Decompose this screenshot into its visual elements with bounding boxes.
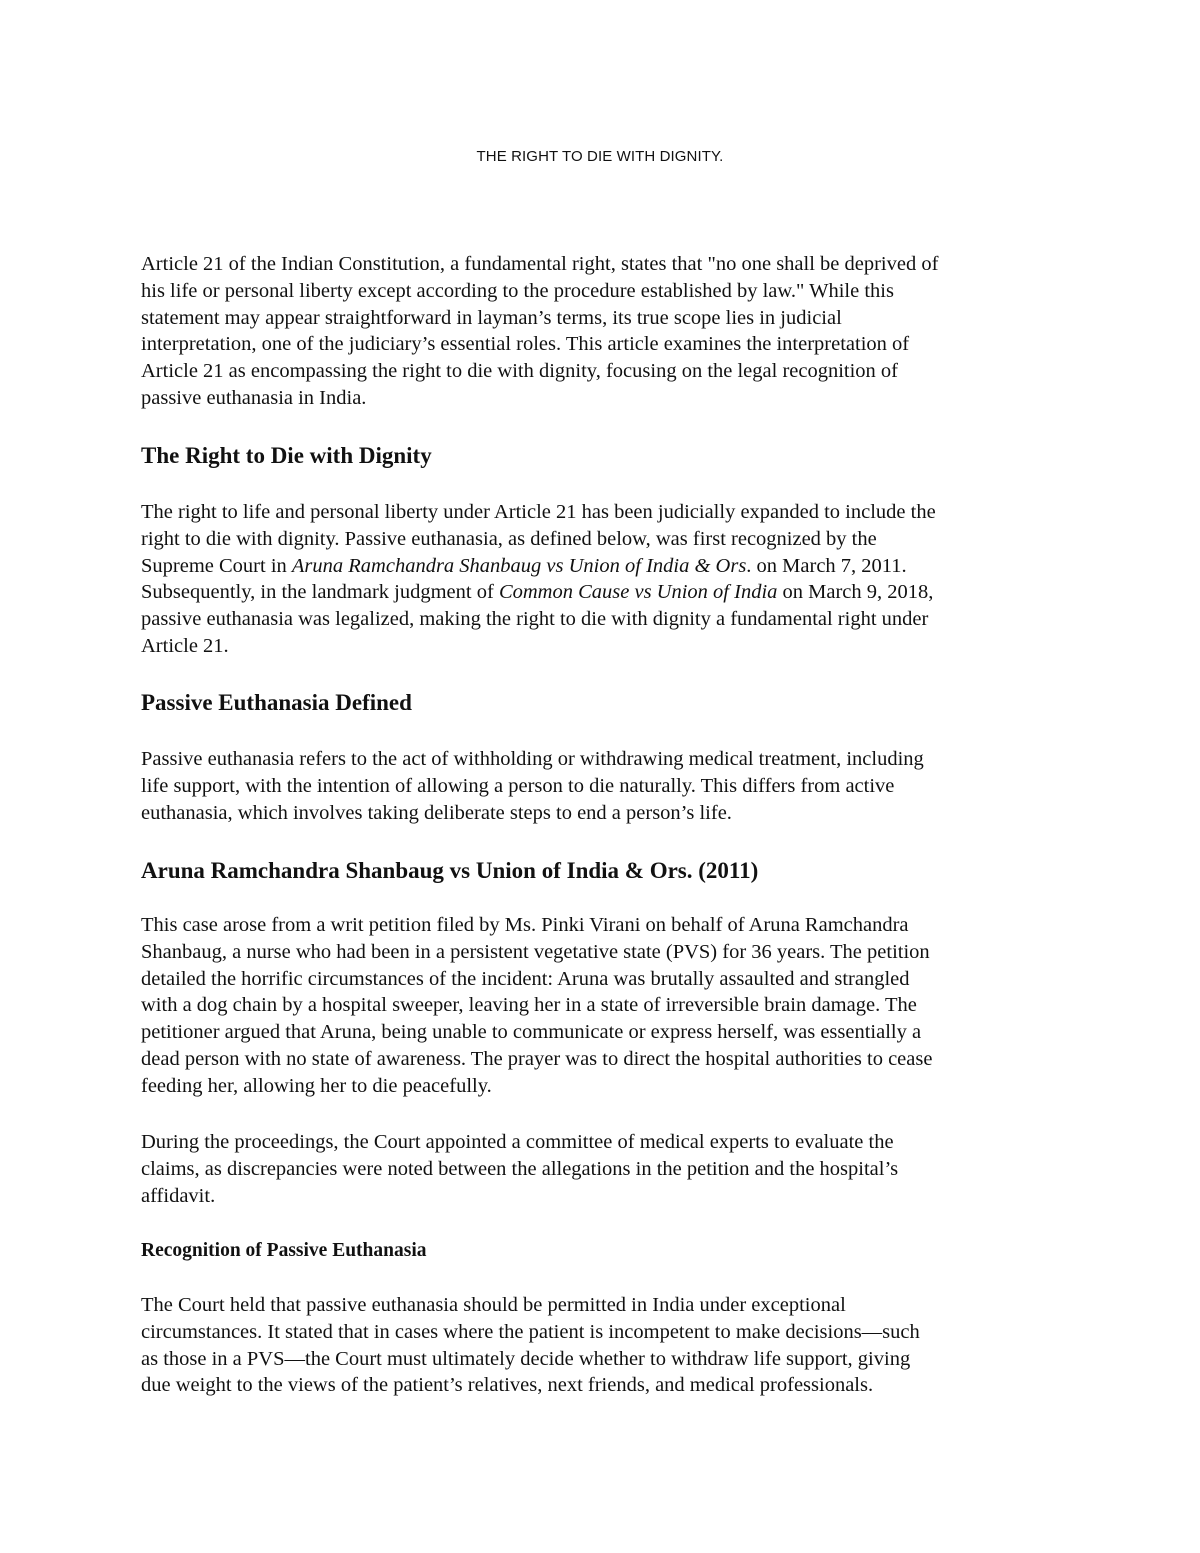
section-shanbaug-paragraph-2	[141, 1129, 1066, 1209]
text-run: . on March 7, 2011.	[746, 554, 907, 577]
text-run: Supreme Court in	[141, 554, 292, 577]
text-line: Article 21.	[141, 634, 229, 657]
text-line	[141, 579, 1066, 606]
subsection-heading-recognition: Recognition of Passive Euthanasia	[141, 1240, 427, 1261]
text-line: as those in a PVS—the Court must ultimately decide whether to withdraw life support, giving	[141, 1347, 911, 1370]
text-line: During the proceedings, the Court appointed a committee of medical experts to evaluate the	[141, 1131, 894, 1153]
case-name-italic: Common Cause vs Union of India	[498, 581, 778, 604]
section-passive-defined-paragraph	[141, 746, 1066, 826]
text-line: Article 21 of the Indian Constitution, a fundamental right, states that "no one shall be deprived of	[141, 253, 939, 275]
document-title: THE RIGHT TO DIE WITH DIGNITY.	[476, 148, 724, 165]
text-line: feeding her, allowing her to die peacefully.	[141, 1074, 492, 1097]
text-line: dead person with no state of awareness. The prayer was to direct the hospital authorities to cease	[141, 1047, 933, 1070]
intro-paragraph	[141, 251, 1066, 412]
text-line: passive euthanasia in India.	[141, 386, 367, 409]
section-heading-right-to-die: The Right to Die with Dignity	[141, 443, 432, 468]
text-line: passive euthanasia was legalized, making the right to die with dignity a fundamental right under	[141, 608, 929, 631]
text-line	[141, 553, 1066, 580]
case-name-italic: Aruna Ramchandra Shanbaug vs Union of India & Ors	[291, 554, 747, 577]
section-heading-shanbaug-case: Aruna Ramchandra Shanbaug vs Union of India & Ors. (2011)	[141, 858, 759, 883]
text-line: affidavit.	[141, 1184, 216, 1207]
text-line: This case arose from a writ petition filed by Ms. Pinki Virani on behalf of Aruna Ramchandra	[141, 914, 909, 936]
text-run: on March 9, 2018,	[777, 581, 934, 604]
section-right-to-die-paragraph	[141, 499, 1066, 660]
text-line: right to die with dignity. Passive euthanasia, as defined below, was first recognized by the	[141, 527, 877, 550]
text-line: Article 21 as encompassing the right to die with dignity, focusing on the legal recognition of	[141, 360, 899, 383]
text-line: The right to life and personal liberty under Article 21 has been judicially expanded to include the	[141, 501, 936, 523]
text-line: petitioner argued that Aruna, being unable to communicate or express herself, was essentially a	[141, 1021, 922, 1044]
text-line: claims, as discrepancies were noted between the allegations in the petition and the hospital’s	[141, 1157, 899, 1180]
text-line: Passive euthanasia refers to the act of withholding or withdrawing medical treatment, including	[141, 748, 924, 770]
text-line: euthanasia, which involves taking deliberate steps to end a person’s life.	[141, 801, 732, 824]
text-line: life support, with the intention of allowing a person to die naturally. This differs from active	[141, 774, 895, 797]
text-line: Shanbaug, a nurse who had been in a persistent vegetative state (PVS) for 36 years. The petition	[141, 940, 930, 963]
text-line: with a dog chain by a hospital sweeper, leaving her in a state of irreversible brain damage. The	[141, 994, 917, 1017]
text-line: his life or personal liberty except according to the procedure established by law." While this	[141, 279, 894, 302]
text-line: due weight to the views of the patient’s relatives, next friends, and medical professionals.	[141, 1374, 874, 1397]
text-line: statement may appear straightforward in layman’s terms, its true scope lies in judicial	[141, 306, 842, 329]
text-line: The Court held that passive euthanasia should be permitted in India under exceptional	[141, 1294, 846, 1316]
text-run: Subsequently, in the landmark judgment of	[141, 581, 499, 604]
section-heading-passive-defined: Passive Euthanasia Defined	[141, 690, 412, 715]
text-line: detailed the horrific circumstances of the incident: Aruna was brutally assaulted and strangled	[141, 967, 910, 990]
text-line: circumstances. It stated that in cases where the patient is incompetent to make decisions—such	[141, 1320, 920, 1343]
subsection-recognition-paragraph	[141, 1292, 1066, 1399]
text-line: interpretation, one of the judiciary’s essential roles. This article examines the interpretation of	[141, 333, 910, 356]
section-shanbaug-paragraph-1	[141, 912, 1066, 1100]
